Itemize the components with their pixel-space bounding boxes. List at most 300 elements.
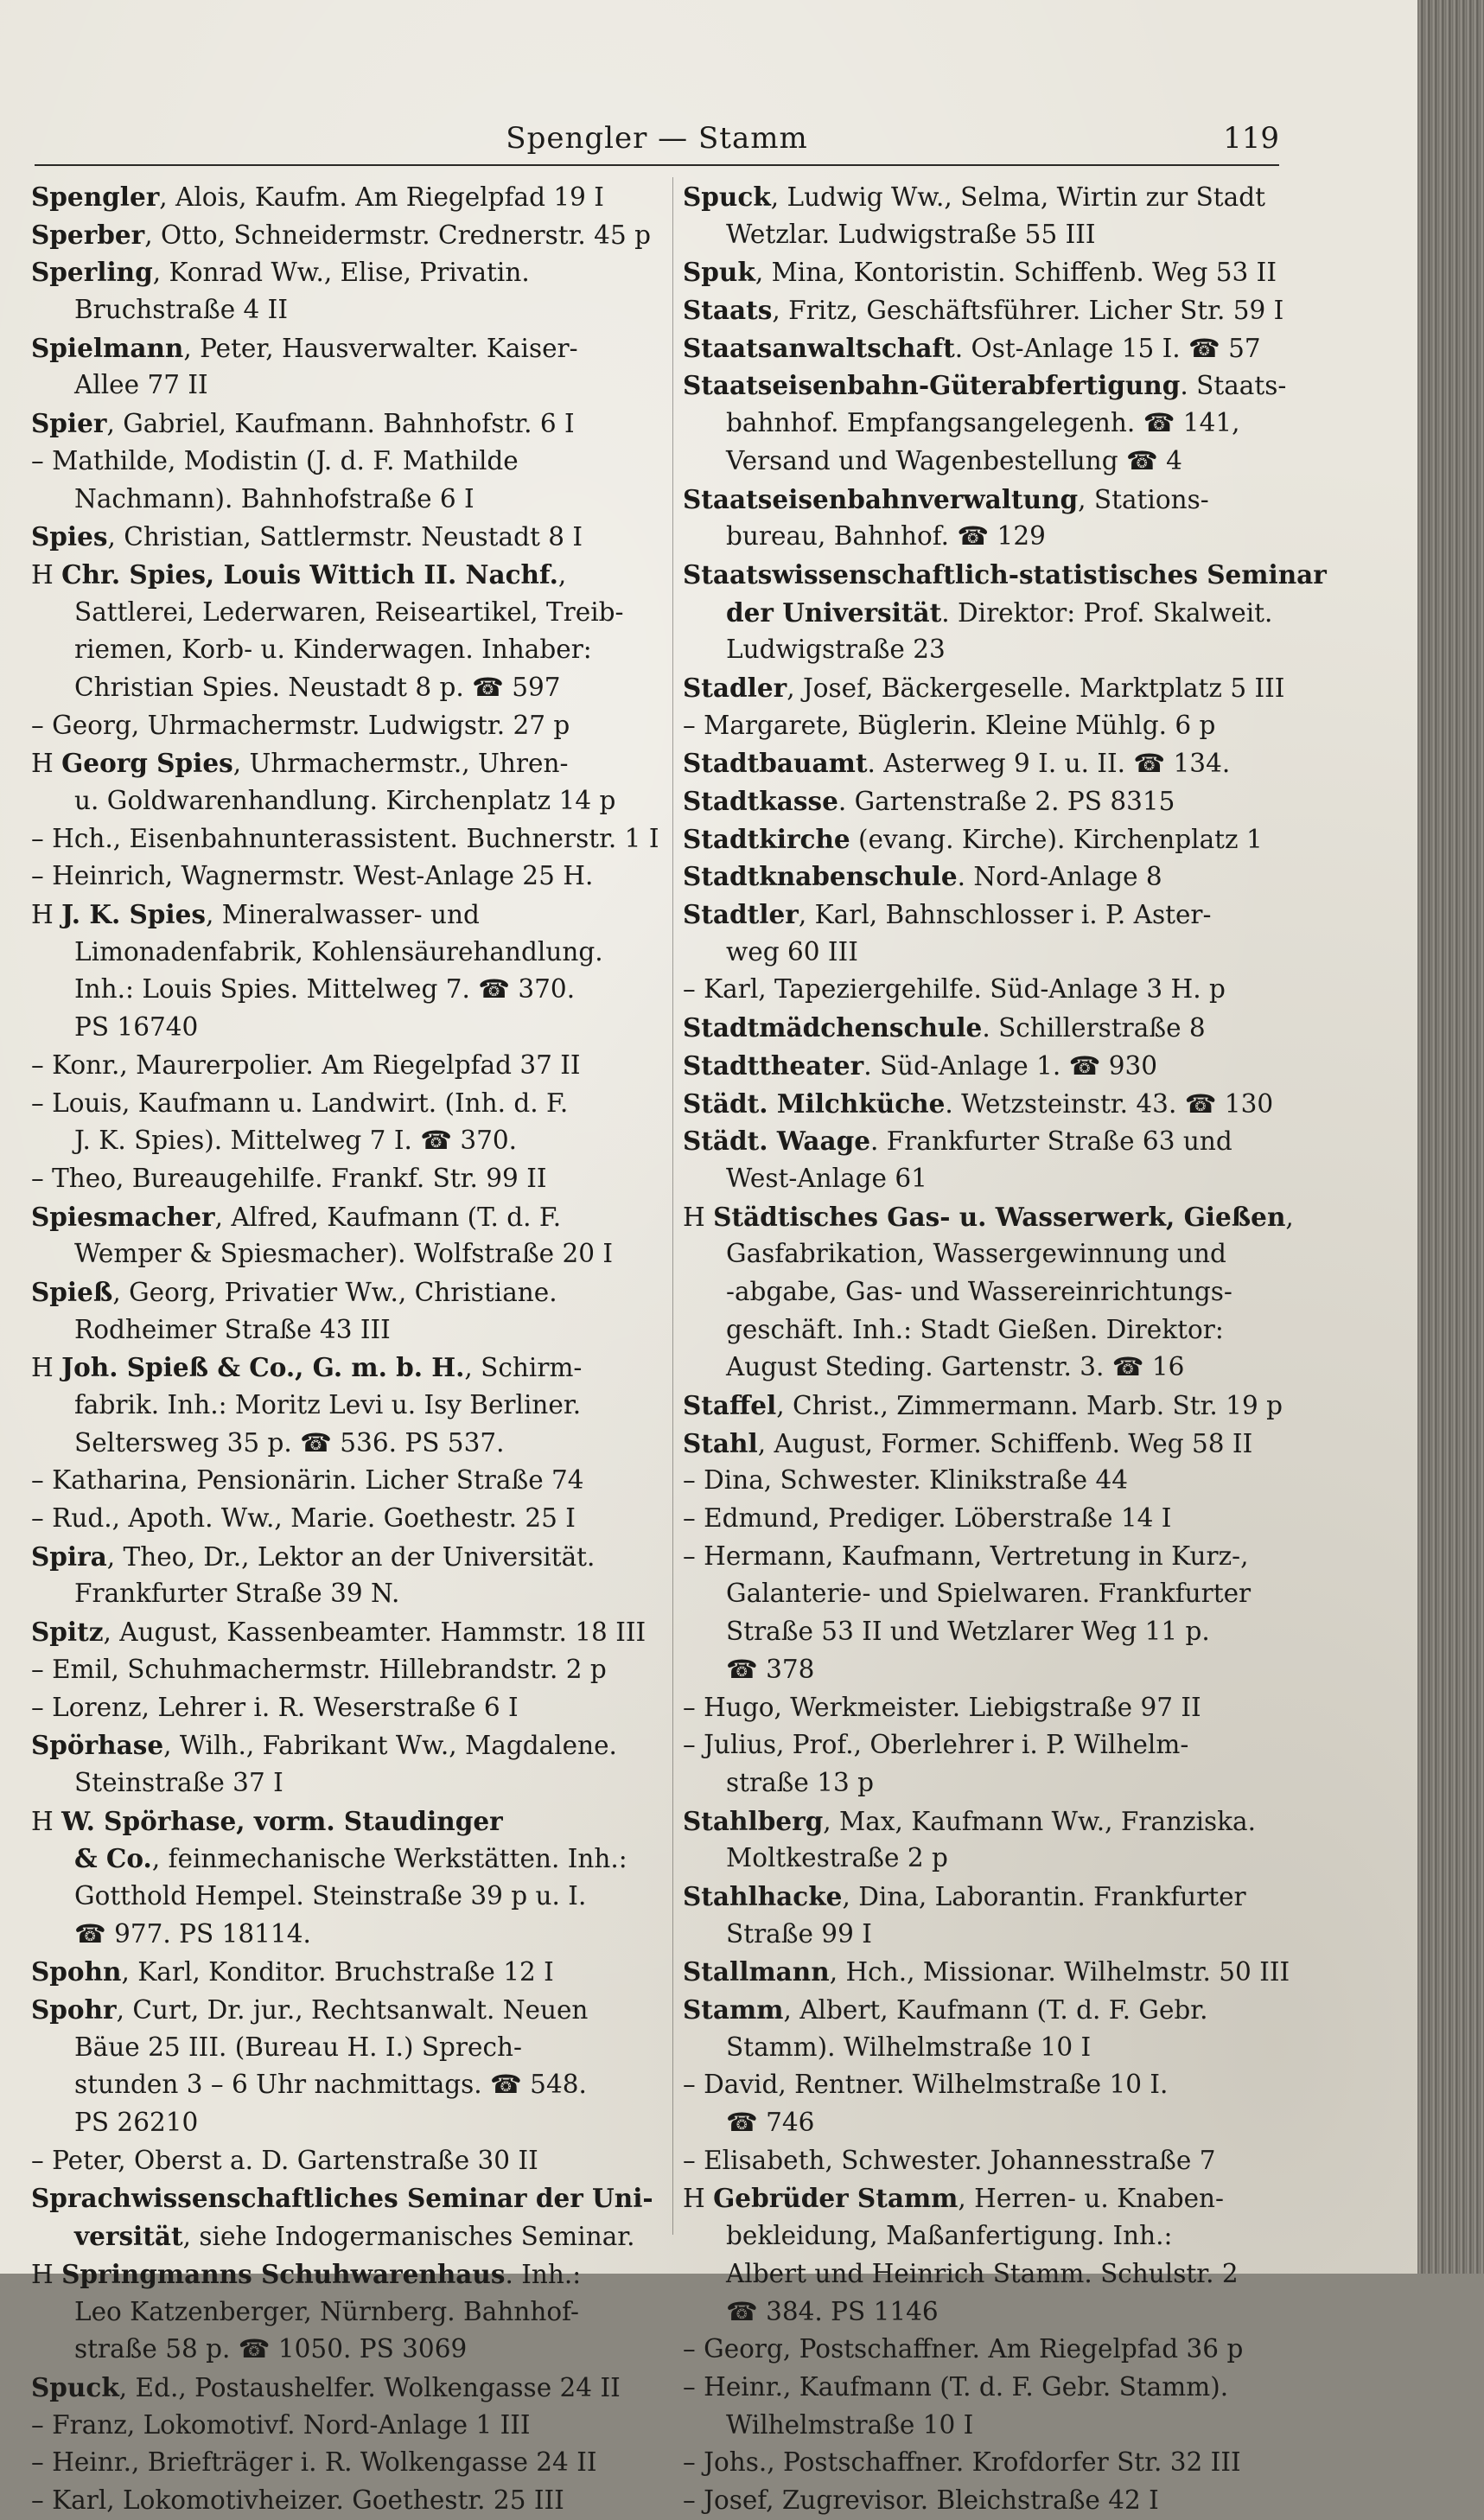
entry-text: , Uhrmachermstr., Uhren- — [232, 749, 569, 779]
entry-text: , feinmechanische Werkstätten. Inh.: — [151, 1844, 627, 1874]
directory-line — [683, 1802, 1288, 1841]
page-edge — [1417, 0, 1484, 2274]
entry-text: Albert und Heinrich Stamm. Schulstr. 2 — [726, 2258, 1239, 2288]
entry-text: Bäue 25 III. (Bureau H. I.) Sprech- — [74, 2032, 522, 2062]
entry-text: straße 58 p. ☎ 1050. PS 3069 — [74, 2334, 468, 2364]
directory-line — [683, 1613, 1288, 1651]
directory-line — [31, 1953, 662, 1991]
directory-line — [683, 1726, 1288, 1764]
entry-text: Wilhelmstraße 10 I — [726, 2409, 974, 2440]
header-rule — [35, 164, 1279, 166]
entry-name: Joh. Spieß & Co., G. m. b. H. — [61, 1352, 465, 1383]
entry-name: versität — [74, 2221, 183, 2252]
directory-line — [683, 934, 1288, 972]
entry-text: bureau, Bahnhof. ☎ 129 — [726, 521, 1046, 552]
entry-marker: H — [31, 1353, 62, 1383]
entry-text: – Hugo, Werkmeister. Liebigstraße 97 II — [683, 1692, 1201, 1722]
entry-text: , August, Former. Schiffenb. Weg 58 II — [757, 1428, 1253, 1458]
directory-line — [683, 1462, 1288, 1500]
entry-name: Stadtkirche — [683, 823, 850, 854]
directory-line — [31, 744, 662, 782]
entry-text: , Alois, Kaufm. Am Riegelpfad 19 I — [159, 182, 604, 212]
entry-text: PS 16740 — [74, 1012, 199, 1043]
directory-line — [31, 1311, 662, 1349]
directory-line — [683, 1122, 1288, 1160]
directory-line — [31, 1613, 662, 1651]
directory-line — [31, 2331, 662, 2369]
entry-name: Spieß — [31, 1276, 113, 1307]
directory-line — [31, 481, 662, 519]
directory-line — [31, 518, 662, 556]
directory-line — [31, 858, 662, 896]
entry-name: Spuk — [683, 257, 755, 288]
directory-line — [683, 631, 1288, 669]
entry-text: – Elisabeth, Schwester. Johannesstraße 7 — [683, 2145, 1216, 2175]
entry-name: Spielmann — [31, 332, 184, 363]
entry-text: , — [557, 559, 567, 590]
entry-name: Spuck — [31, 2371, 119, 2402]
right-column — [683, 178, 1327, 2515]
directory-line — [31, 329, 662, 367]
directory-line — [31, 707, 662, 745]
directory-line — [31, 2294, 662, 2332]
entry-text: . Staats- — [1180, 371, 1287, 401]
directory-line — [31, 2029, 662, 2067]
entry-text: Frankfurter Straße 39 N. — [74, 1579, 400, 1609]
entry-text: , Hch., Missionar. Wilhelmstr. 50 III — [829, 1957, 1290, 1987]
entry-name: Spengler — [31, 182, 160, 212]
entry-text: , Mineralwasser- und — [206, 900, 480, 930]
entry-text: – Hch., Eisenbahnunterassistent. Buchnerstr. 1 I — [31, 823, 659, 853]
entry-text: , Mina, Kontoristin. Schiffenb. Weg 53 II — [755, 258, 1277, 288]
directory-line — [683, 1953, 1288, 1991]
directory-line — [683, 178, 1288, 216]
directory-line — [683, 1840, 1288, 1878]
entry-name: Staatseisenbahnverwaltung — [683, 483, 1079, 514]
entry-name: Staatseisenbahn-Güterabfertigung — [683, 370, 1181, 401]
directory-line — [683, 2255, 1288, 2294]
entry-text: , Dina, Laborantin. Frankfurter — [842, 1881, 1246, 1911]
directory-line — [683, 1651, 1288, 1689]
entry-marker: H — [31, 749, 62, 779]
directory-line — [683, 1991, 1288, 2029]
directory-line — [31, 1726, 662, 1764]
directory-line — [683, 1047, 1288, 1085]
entry-text: – Johs., Postschaffner. Krofdorfer Str. 32 III — [683, 2447, 1241, 2478]
directory-line — [683, 858, 1288, 896]
directory-line — [31, 896, 662, 934]
directory-line — [31, 594, 662, 632]
entry-text: , Otto, Schneidermstr. Crednerstr. 45 p — [144, 220, 651, 250]
directory-line — [683, 481, 1288, 519]
entry-name: Spies — [31, 521, 108, 552]
entry-text: -abgabe, Gas- und Wassereinrichtungs- — [726, 1276, 1232, 1306]
entry-name: Stadtler — [683, 899, 799, 930]
entry-name: Springmanns Schuhwarenhaus — [61, 2258, 506, 2289]
entry-text: – David, Rentner. Wilhelmstraße 10 I. — [683, 2070, 1169, 2100]
left-column — [31, 178, 662, 2515]
entry-marker: H — [31, 559, 62, 590]
entry-text: ☎ 384. PS 1146 — [726, 2296, 939, 2326]
entry-name: Staatswissenschaftlich-statistisches Seminar — [683, 558, 1327, 590]
entry-text: , Theo, Dr., Lektor an der Universität. — [106, 1541, 596, 1572]
entry-text: , Max, Kaufmann Ww., Franziska. — [823, 1806, 1257, 1836]
directory-line — [683, 1235, 1288, 1273]
directory-line — [683, 216, 1288, 254]
directory-line — [683, 1160, 1288, 1198]
directory-line — [683, 2444, 1288, 2482]
entry-text: , Christian, Sattlermstr. Neustadt 8 I — [107, 522, 583, 552]
entry-text: ☎ 378 — [726, 1654, 815, 1684]
entry-name: Chr. Spies, Louis Wittich II. Nachf. — [61, 558, 558, 590]
directory-line — [31, 1009, 662, 1047]
directory-line — [683, 1538, 1288, 1576]
directory-line — [31, 405, 662, 443]
directory-line — [31, 1349, 662, 1387]
entry-text: u. Goldwarenhandlung. Kirchenplatz 14 p — [74, 786, 616, 815]
directory-line — [683, 2407, 1288, 2445]
entry-name: Spitz — [31, 1617, 104, 1648]
page-header — [35, 121, 1279, 164]
directory-line — [683, 253, 1288, 291]
directory-line — [31, 820, 662, 858]
entry-text: J. K. Spies). Mittelweg 7 I. ☎ 370. — [74, 1126, 518, 1156]
directory-line — [31, 2179, 662, 2217]
directory-line — [31, 1575, 662, 1613]
entry-name: J. K. Spies — [61, 899, 207, 930]
column-divider — [672, 177, 673, 2235]
directory-line — [683, 1500, 1288, 1538]
entry-name: Stadler — [683, 672, 787, 703]
entry-name: Gebrüder Stamm — [713, 2183, 959, 2214]
directory-line — [683, 2179, 1288, 2217]
directory-line — [683, 1273, 1288, 1311]
running-head: Spengler — Stamm — [506, 121, 808, 156]
entry-text: weg 60 III — [726, 936, 858, 967]
directory-line — [683, 2482, 1288, 2520]
entry-name: Stallmann — [683, 1956, 830, 1987]
entry-name: Georg Spies — [61, 748, 233, 779]
entry-text: – Julius, Prof., Oberlehrer i. P. Wilhelm- — [683, 1730, 1189, 1760]
directory-line — [683, 2142, 1288, 2180]
entry-text: West-Anlage 61 — [726, 1163, 927, 1193]
entry-name: W. Spörhase, vorm. Staudinger — [61, 1805, 503, 1836]
entry-name: Spohn — [31, 1956, 122, 1987]
directory-line — [683, 1689, 1288, 1727]
entry-text: – Franz, Lokomotivf. Nord-Anlage 1 III — [31, 2409, 531, 2440]
directory-line — [31, 2142, 662, 2180]
directory-line — [31, 1273, 662, 1311]
entry-text: straße 13 p — [726, 1767, 875, 1797]
entry-text: , Herren- u. Knaben- — [958, 2184, 1225, 2214]
directory-line — [683, 1311, 1288, 1349]
entry-text: Wetzlar. Ludwigstraße 55 III — [726, 219, 1096, 249]
entry-text: Wemper & Spiesmacher). Wolfstraße 20 I — [74, 1239, 614, 1269]
directory-line — [31, 367, 662, 405]
directory-line — [683, 2066, 1288, 2104]
directory-line — [683, 744, 1288, 782]
entry-text: ☎ 977. PS 18114. — [74, 1918, 311, 1949]
directory-line — [31, 556, 662, 594]
directory-line — [31, 1840, 662, 1878]
entry-text: , Georg, Privatier Ww., Christiane. — [112, 1277, 557, 1307]
entry-text: , Christ., Zimmermann. Marb. Str. 19 p — [776, 1391, 1283, 1420]
entry-text: Moltkestraße 2 p — [726, 1843, 948, 1873]
entry-marker: H — [683, 2184, 714, 2214]
directory-line — [683, 1085, 1288, 1123]
entry-name: Sperber — [31, 219, 145, 250]
entry-name: Stahl — [683, 1427, 758, 1458]
directory-line — [31, 1462, 662, 1500]
entry-text: Ludwigstraße 23 — [726, 635, 946, 665]
entry-text: – Lorenz, Lehrer i. R. Weserstraße 6 I — [31, 1692, 519, 1722]
entry-text: Nachmann). Bahnhofstraße 6 I — [74, 483, 474, 514]
entry-text: , — [1285, 1202, 1294, 1232]
entry-name: der Universität — [726, 597, 942, 628]
entry-text: geschäft. Inh.: Stadt Gießen. Direktor: — [726, 1314, 1224, 1344]
entry-text: . Frankfurter Straße 63 und — [870, 1126, 1232, 1157]
entry-text: Versand und Wagenbestellung ☎ 4 — [726, 445, 1182, 475]
directory-line — [683, 556, 1327, 594]
entry-name: Spohr — [31, 1994, 117, 2025]
entry-text: Galanterie- und Spielwaren. Frankfurter — [726, 1579, 1252, 1609]
directory-line — [31, 1651, 662, 1689]
entry-text: Inh.: Louis Spies. Mittelweg 7. ☎ 370. — [74, 974, 576, 1005]
entry-name: & Co. — [74, 1843, 152, 1874]
directory-line — [31, 1085, 662, 1123]
entry-text: . Süd-Anlage 1. ☎ 930 — [863, 1050, 1158, 1081]
directory-line — [31, 1198, 662, 1236]
directory-line — [683, 1878, 1288, 1916]
entry-name: Stahlhacke — [683, 1880, 843, 1911]
directory-line — [683, 291, 1288, 329]
entry-text: bekleidung, Maßanfertigung. Inh.: — [726, 2221, 1173, 2251]
directory-line — [683, 329, 1288, 367]
directory-line — [31, 1387, 662, 1425]
entry-name: Staatsanwaltschaft — [683, 332, 955, 363]
directory-line — [31, 1764, 662, 1802]
entry-text: – Mathilde, Modistin (J. d. F. Mathilde — [31, 445, 519, 475]
entry-text: ☎ 746 — [726, 2108, 815, 2138]
entry-text: . Direktor: Prof. Skalweit. — [941, 597, 1273, 628]
directory-line — [683, 1916, 1288, 1954]
directory-line — [31, 443, 662, 481]
directory-line — [683, 820, 1288, 858]
entry-text: . Wetzsteinstr. 43. ☎ 130 — [945, 1088, 1274, 1119]
directory-line — [31, 216, 662, 254]
entry-name: Spuck — [683, 182, 771, 212]
directory-line — [683, 1009, 1288, 1047]
directory-line — [31, 1916, 662, 1954]
entry-text: Bruchstraße 4 II — [74, 295, 288, 325]
directory-line — [31, 1425, 662, 1463]
entry-text: – Theo, Bureaugehilfe. Frankf. Str. 99 II — [31, 1163, 547, 1193]
entry-text: Leo Katzenberger, Nürnberg. Bahnhof- — [74, 2296, 579, 2326]
directory-line — [683, 1764, 1288, 1802]
entry-text: , Albert, Kaufmann (T. d. F. Gebr. — [783, 1995, 1208, 2025]
entry-name: Städt. Milchküche — [683, 1088, 946, 1119]
entry-text: , Karl, Konditor. Bruchstraße 12 I — [121, 1957, 554, 1987]
entry-text: – Heinr., Briefträger i. R. Wolkengasse 24 II — [31, 2447, 597, 2478]
directory-line — [683, 707, 1288, 745]
directory-line — [31, 2444, 662, 2482]
entry-text: , August, Kassenbeamter. Hammstr. 18 III — [103, 1617, 646, 1648]
directory-line — [31, 2407, 662, 2445]
entry-text: , Ed., Postaushelfer. Wolkengasse 24 II — [118, 2372, 621, 2402]
entry-name: Spiesmacher — [31, 1201, 215, 1232]
directory-line — [31, 934, 662, 972]
entry-text: . Asterweg 9 I. u. II. ☎ 134. — [867, 749, 1231, 779]
entry-text: fabrik. Inh.: Moritz Levi u. Isy Berliner. — [74, 1390, 582, 1419]
directory-line — [31, 782, 662, 820]
directory-line — [31, 1047, 662, 1085]
directory-line — [31, 1160, 662, 1198]
entry-text: riemen, Korb- u. Kinderwagen. Inhaber: — [74, 635, 592, 665]
directory-line — [683, 405, 1288, 443]
entry-text: – Peter, Oberst a. D. Gartenstraße 30 II — [31, 2145, 538, 2175]
entry-text: – Louis, Kaufmann u. Landwirt. (Inh. d. F. — [31, 1088, 569, 1118]
entry-text: – Emil, Schuhmachermstr. Hillebrandstr. 2 p — [31, 1654, 607, 1684]
entry-text: Rodheimer Straße 43 III — [74, 1314, 391, 1344]
entry-text: Sattlerei, Lederwaren, Reiseartikel, Treib- — [74, 597, 624, 627]
directory-line — [31, 178, 662, 216]
directory-line — [31, 2369, 662, 2407]
entry-text: , Fritz, Geschäftsführer. Licher Str. 59 I — [772, 296, 1284, 326]
entry-text: Steinstraße 37 I — [74, 1767, 283, 1797]
entry-text: stunden 3 – 6 Uhr nachmittags. ☎ 548. — [74, 2070, 587, 2100]
entry-name: Stamm — [683, 1994, 784, 2025]
entry-name: Stahlberg — [683, 1805, 824, 1836]
directory-line — [31, 2217, 662, 2255]
entry-text: – Josef, Zugrevisor. Bleichstraße 42 I — [683, 2485, 1159, 2515]
directory-line — [683, 518, 1288, 556]
directory-line — [683, 1198, 1294, 1236]
directory-line — [31, 1878, 662, 1916]
entry-name: Stadtkasse — [683, 786, 838, 816]
entry-text: Straße 53 II und Wetzlarer Weg 11 p. — [726, 1617, 1210, 1647]
entry-text: Gasfabrikation, Wassergewinnung und — [726, 1239, 1226, 1269]
entry-text: . Gartenstraße 2. PS 8315 — [838, 787, 1175, 816]
directory-line — [31, 631, 662, 669]
entry-text: , Wilh., Fabrikant Ww., Magdalene. — [163, 1731, 617, 1761]
entry-text: – Hermann, Kaufmann, Vertretung in Kurz-, — [683, 1541, 1249, 1571]
directory-line — [683, 896, 1288, 934]
entry-text: Christian Spies. Neustadt 8 p. ☎ 597 — [74, 672, 561, 702]
directory-line — [31, 1689, 662, 1727]
directory-line — [683, 2029, 1288, 2067]
directory-line — [683, 1349, 1288, 1387]
entry-text: . Inh.: — [505, 2259, 582, 2289]
entry-text: . Ost-Anlage 15 I. ☎ 57 — [954, 333, 1261, 363]
entry-text: – Heinr., Kaufmann (T. d. F. Gebr. Stamm). — [683, 2371, 1229, 2402]
directory-line — [683, 971, 1288, 1009]
directory-line — [683, 2331, 1288, 2369]
entry-name: Spörhase — [31, 1730, 164, 1761]
entry-text: bahnhof. Empfangsangelegenh. ☎ 141, — [726, 408, 1240, 438]
entry-text: – Konr., Maurerpolier. Am Riegelpfad 37 II — [31, 1049, 581, 1080]
entry-text: , Konrad Ww., Elise, Privatin. — [152, 258, 530, 288]
directory-line — [683, 2369, 1288, 2407]
directory-line — [31, 1991, 662, 2029]
entry-text: Gotthold Hempel. Steinstraße 39 p u. I. — [74, 1880, 587, 1911]
directory-line — [683, 669, 1288, 707]
directory-line — [683, 1575, 1288, 1613]
entry-text: Allee 77 II — [74, 370, 208, 400]
entry-text: – Katharina, Pensionärin. Licher Straße 74 — [31, 1465, 584, 1496]
directory-line — [683, 782, 1288, 820]
directory-line — [31, 1538, 662, 1576]
entry-text: Limonadenfabrik, Kohlensäurehandlung. — [74, 936, 603, 967]
directory-line — [31, 2255, 662, 2294]
entry-text: – Rud., Apoth. Ww., Marie. Goethestr. 25 I — [31, 1503, 576, 1534]
entry-text: , Karl, Bahnschlosser i. P. Aster- — [798, 900, 1212, 930]
directory-line — [683, 367, 1288, 405]
entry-text: – Georg, Postschaffner. Am Riegelpfad 36 p — [683, 2334, 1244, 2364]
entry-text: – Margarete, Büglerin. Kleine Mühlg. 6 p — [683, 710, 1216, 740]
entry-text: . Schillerstraße 8 — [982, 1013, 1206, 1043]
entry-text: – Georg, Uhrmachermstr. Ludwigstr. 27 p — [31, 710, 570, 740]
entry-name: Stadttheater — [683, 1049, 864, 1081]
entry-name: Städtisches Gas- u. Wasserwerk, Gießen — [713, 1201, 1286, 1232]
entry-text: , Peter, Hausverwalter. Kaiser- — [183, 333, 578, 363]
entry-text: . Nord-Anlage 8 — [957, 862, 1162, 892]
entry-marker: H — [31, 1806, 62, 1836]
entry-text: , Josef, Bäckergeselle. Marktplatz 5 III — [787, 673, 1285, 703]
directory-line — [683, 1425, 1288, 1463]
entry-marker: H — [31, 2259, 62, 2289]
directory-line — [683, 443, 1288, 481]
directory-line — [31, 2104, 662, 2142]
entry-text: – Karl, Tapeziergehilfe. Süd-Anlage 3 H. p — [683, 974, 1226, 1005]
entry-marker: H — [31, 900, 62, 930]
entry-text: – Heinrich, Wagnermstr. West-Anlage 25 H. — [31, 861, 594, 891]
entry-name: Stadtbauamt — [683, 748, 868, 779]
directory-line — [31, 1802, 662, 1841]
entry-text: , Curt, Dr. jur., Rechtsanwalt. Neuen — [116, 1995, 589, 2025]
entry-text: , Alfred, Kaufmann (T. d. F. — [214, 1202, 562, 1232]
entry-text: , Schirm- — [464, 1353, 583, 1383]
entry-text: , Stations- — [1078, 484, 1209, 514]
directory-line — [31, 1500, 662, 1538]
entry-name: Spier — [31, 408, 107, 439]
entry-text: , Ludwig Ww., Selma, Wirtin zur Stadt — [770, 182, 1265, 212]
directory-line — [683, 2294, 1288, 2332]
directory-line — [31, 2482, 662, 2520]
entry-text: August Steding. Gartenstr. 3. ☎ 16 — [726, 1352, 1185, 1382]
entry-text: – Edmund, Prediger. Löberstraße 14 I — [683, 1503, 1172, 1534]
entry-text: Seltersweg 35 p. ☎ 536. PS 537. — [74, 1427, 505, 1458]
directory-line — [683, 594, 1288, 632]
directory-line — [31, 971, 662, 1009]
directory-line — [683, 2104, 1288, 2142]
directory-line — [31, 1235, 662, 1273]
entry-text: Stamm). Wilhelmstraße 10 I — [726, 2032, 1092, 2062]
entry-name: Stadtknabenschule — [683, 861, 958, 892]
entry-name: Sperling — [31, 257, 153, 288]
page-number: 119 — [1223, 121, 1279, 156]
entry-name: Staats — [683, 295, 773, 326]
directory-line — [31, 669, 662, 707]
entry-name: Staffel — [683, 1390, 777, 1420]
entry-name: Städt. Waage — [683, 1126, 871, 1157]
entry-text: PS 26210 — [74, 2108, 199, 2138]
entry-name: Stadtmädchenschule — [683, 1012, 983, 1043]
directory-line — [683, 1387, 1288, 1425]
directory-line — [31, 253, 662, 291]
entry-text: , siehe Indogermanisches Seminar. — [182, 2222, 635, 2252]
entry-text: , Gabriel, Kaufmann. Bahnhofstr. 6 I — [106, 409, 575, 439]
directory-line — [31, 2066, 662, 2104]
